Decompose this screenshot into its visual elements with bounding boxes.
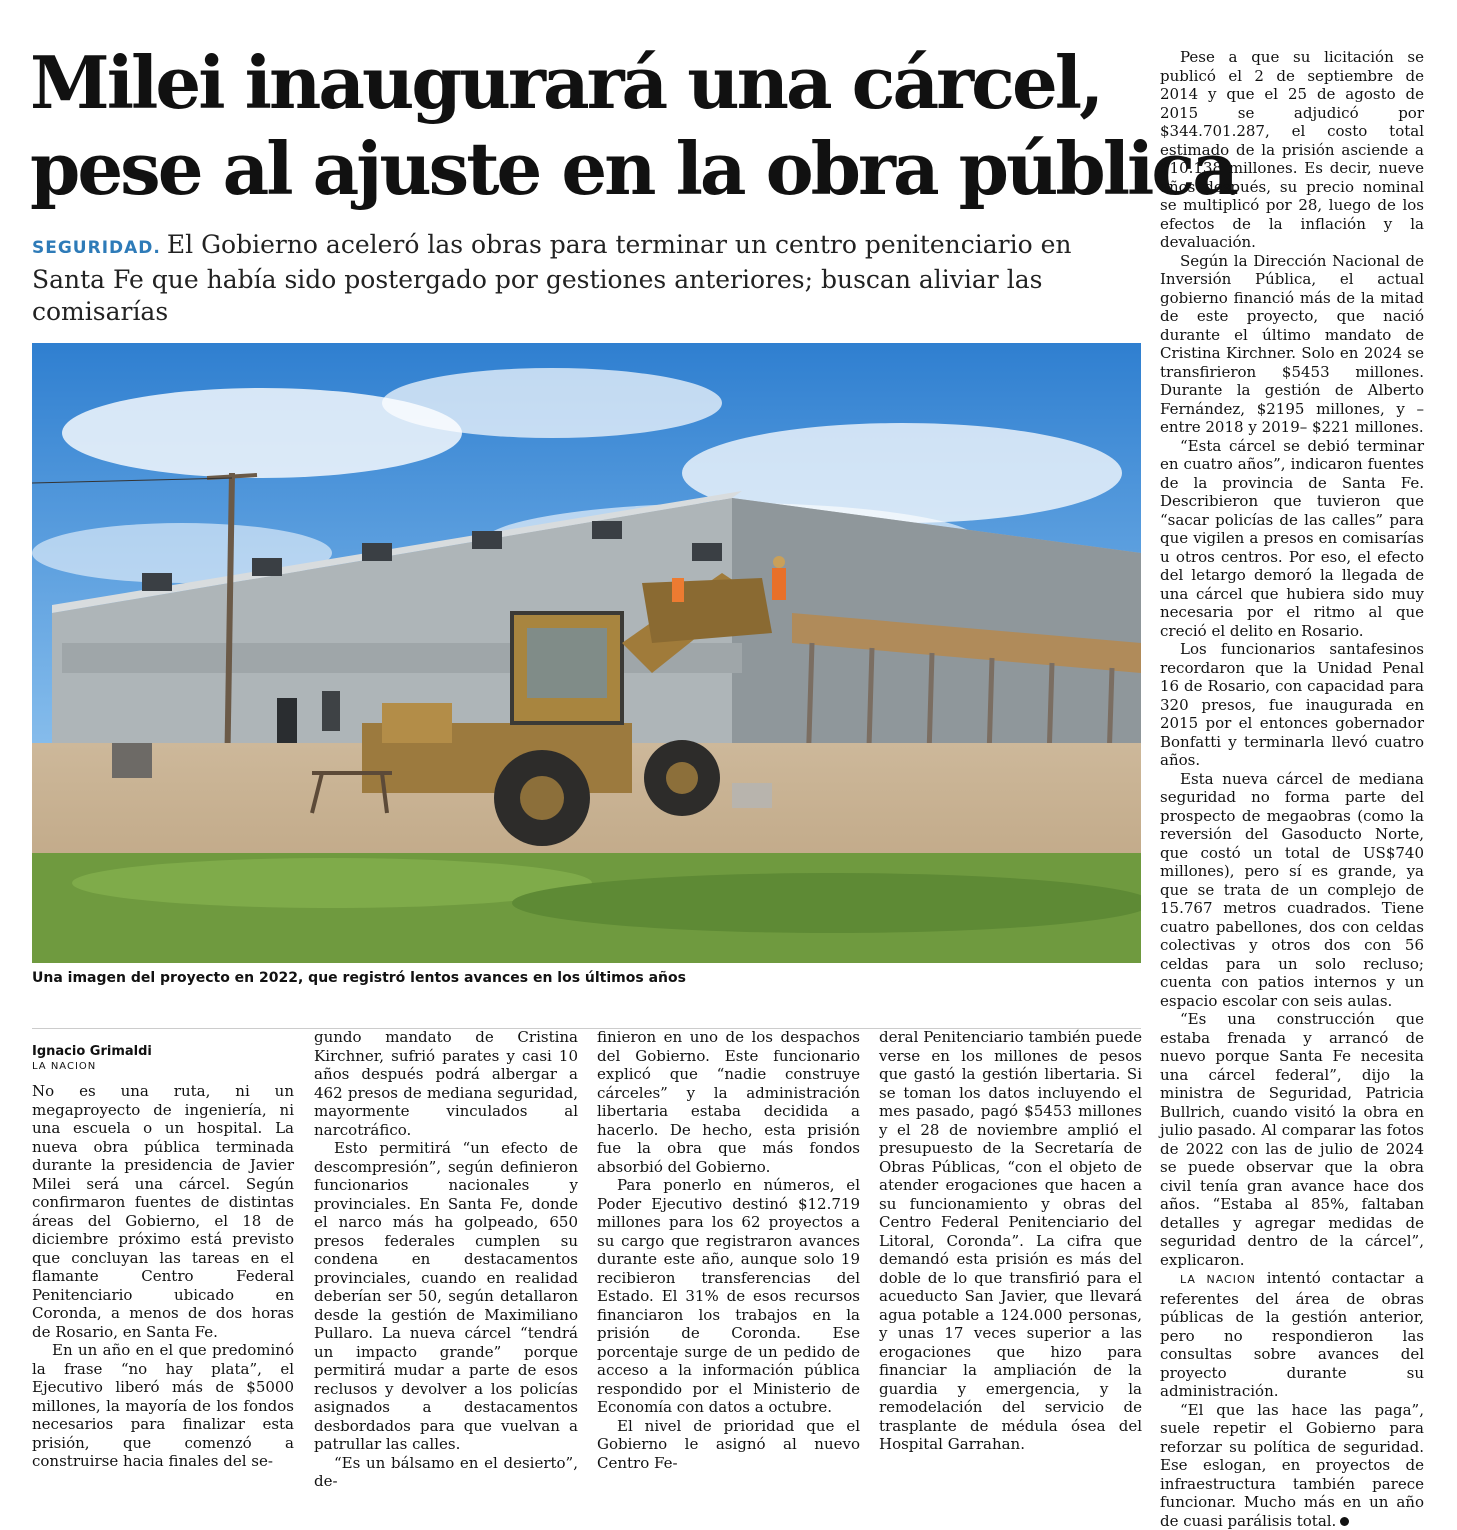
paragraph: “Es una construcción que estaba frenada y arrancó de nuevo porque Santa Fe necesita una cárcel federal”, dijo la ministra de Seguridad, Patricia Bullrich, cuando visitó la obra en julio pasado. Al comparar las fotos de 2022 con las de julio de 2024 se puede observar que la obra civil tenía gran avance hace dos años. “Estaba al 85%, faltaban detalles y agregar medidas de seguridad dentro de la cárcel”, explicaron. xyxy=(1160,1010,1424,1269)
deck-text: El Gobierno aceleró las obras para terminar un centro penitenciario en Santa Fe que había sido postergado por gestiones anteriores; buscan aliviar las comisarías xyxy=(32,230,1071,326)
paragraph: Los funcionarios santafesinos recordaron que la Unidad Penal 16 de Rosario, con capacidad para 320 presos, fue inaugurada en 2015 por el entonces gobernador Bonfatti y terminarla llevó cuatro años. xyxy=(1160,640,1424,770)
paragraph: gundo mandato de Cristina Kirchner, sufrió parates y casi 10 años después podrá albergar a 462 presos de mediana seguridad, mayormente vinculados al narcotráfico. xyxy=(314,1028,578,1139)
paragraph: No es una ruta, ni un megaproyecto de ingeniería, ni una escuela o un hospital. La nueva obra pública terminada durante la presidencia de Javier Milei será una cárcel. Según confirmaron fuentes de distintas áreas del Gobierno, el 18 de diciembre próximo está previsto que concluyan las tareas en el flamante Centro Federal Penitenciario ubicado en Coronda, a menos de dos horas de Rosario, en Santa Fe. xyxy=(32,1082,294,1341)
article-photo xyxy=(32,343,1141,963)
body-column-2 xyxy=(314,1028,578,1491)
paragraph: “Esta cárcel se debió terminar en cuatro años”, indicaron fuentes de la provincia de Santa Fe. Describieron que tuvieron que “sacar policías de las calles” para que vigilen a presos en comisarías u otros centros. Por eso, el efecto del letargo demoró la llegada de una cárcel que hubiera sido muy necesaria por el ritmo al que creció el delito en Rosario. xyxy=(1160,437,1424,641)
paragraph: Para ponerlo en números, el Poder Ejecutivo destinó $12.719 millones para los 62 proyectos a su cargo que registraron avances durante este año, aunque solo 19 recibieron transferencias del Estado. El 31% de esos recursos financiaron los trabajos en la prisión de Coronda. Ese porcentaje surge de un pedido de acceso a la información pública respondido por el Ministerio de Economía con datos a octubre. xyxy=(597,1176,860,1417)
outlet-name: LA NACION xyxy=(1180,1273,1256,1286)
byline-outlet: LA NACION xyxy=(32,1060,294,1074)
paragraph: “Es un bálsamo en el desierto”, de- xyxy=(314,1454,578,1491)
paragraph: finieron en uno de los despachos del Gobierno. Este funcionario explicó que “nadie construye cárceles” y la administración libertaria estaba decidida a hacerlo. De hecho, esta prisión fue la obra que más fondos absorbió del Gobierno. xyxy=(597,1028,860,1176)
paragraph: Esta nueva cárcel de mediana seguridad no forma parte del prospecto de megaobras (como la reversión del Gasoducto Norte, que costó un total de US$740 millones), pero sí es grande, ya que se trata de un complejo de 15.767 metros cuadrados. Tiene cuatro pabellones, dos con celdas colectivas y otros dos con 56 celdas para un solo recluso; cuenta con patios internos y un espacio escolar con seis aulas. xyxy=(1160,770,1424,1011)
paragraph-text: “El que las hace las paga”, suele repetir el Gobierno para reforzar su política de seguridad. Ese eslogan, en proyectos de infraestructura también parece funcionar. Mucho más en un año de cuasi parálisis total. xyxy=(1160,1401,1424,1530)
paragraph: El nivel de prioridad que el Gobierno le asignó al nuevo Centro Fe- xyxy=(597,1417,860,1473)
photo-caption: Una imagen del proyecto en 2022, que registró lentos avances en los últimos años xyxy=(32,968,1141,988)
paragraph-text: intentó contactar a referentes del área de obras públicas de la gestión anterior, pero no respondieron las consultas sobre avances del proyecto durante su administración. xyxy=(1160,1269,1424,1400)
paragraph xyxy=(1160,1401,1424,1530)
paragraph: deral Penitenciario también puede verse en los millones de pesos que gastó la gestión libertaria. Si se toman los datos incluyendo el mes pasado, pagó $5453 millones y el 28 de noviembre amplió el presupuesto de la Secretaría de Obras Públicas, “con el objeto de atender erogaciones que hacen a su funcionamiento y obras del Centro Federal Penitenciario del Litoral, Coronda”. La cifra que demandó esta prisión es más del doble de lo que transfirió para el acueducto San Javier, que llevará agua potable a 124.000 personas, y unas 17 veces superior a las erogaciones que hizo para financiar la ampliación de la guardia y emergencia, y la remodelación del servicio de trasplante de médula ósea del Hospital Garrahan. xyxy=(879,1028,1142,1454)
headline-line-1: Milei inaugurará una cárcel, xyxy=(30,40,1140,126)
paragraph: Esto permitirá “un efecto de descompresión”, según definieron funcionarios nacionales y provinciales. En Santa Fe, donde el narco más ha golpeado, 650 presos federales cumplen su condena en destacamentos provinciales, cuando en realidad deberían ser 50, según detallaron desde la gestión de Maximiliano Pullaro. La nueva cárcel “tendrá un impacto grande” porque permitirá mudar a parte de esos reclusos y devolver a los policías asignados a destacamentos desbordados para que vuelvan a patrullar las calles. xyxy=(314,1139,578,1454)
byline-author: Ignacio Grimaldi xyxy=(32,1044,294,1060)
body-column-5 xyxy=(1160,48,1424,1530)
paragraph: En un año en el que predominó la frase “no hay plata”, el Ejecutivo liberó más de $5000 millones, la mayoría de los fondos necesarios para finalizar esta prisión, que comenzó a construirse hacia finales del se- xyxy=(32,1341,294,1471)
paragraph xyxy=(1160,1269,1424,1401)
construction-photo-icon xyxy=(32,343,1141,963)
headline xyxy=(30,40,1140,212)
deck xyxy=(32,229,1142,328)
paragraph: Pese a que su licitación se publicó el 2 de septiembre de 2014 y que el 25 de agosto de 2015 se adjudicó por $344.701.287, el costo total estimado de la prisión asciende a $10.138 millones. Es decir, nueve años después, su precio nominal se multiplicó por 28, luego de los efectos de la inflación y la devaluación. xyxy=(1160,48,1424,252)
body-column-4 xyxy=(879,1028,1142,1454)
end-mark-icon xyxy=(1340,1517,1349,1526)
section-kicker: SEGURIDAD. xyxy=(32,238,161,258)
headline-line-2: pese al ajuste en la obra pública xyxy=(30,126,1140,212)
body-column-1 xyxy=(32,1044,294,1471)
body-column-3 xyxy=(597,1028,860,1472)
paragraph: Según la Dirección Nacional de Inversión Pública, el actual gobierno financió más de la mitad de este proyecto, que nació durante el último mandato de Cristina Kirchner. Solo en 2024 se transfirieron $5453 millones. Durante la gestión de Alberto Fernández, $2195 millones, y –entre 2018 y 2019– $221 millones. xyxy=(1160,252,1424,437)
